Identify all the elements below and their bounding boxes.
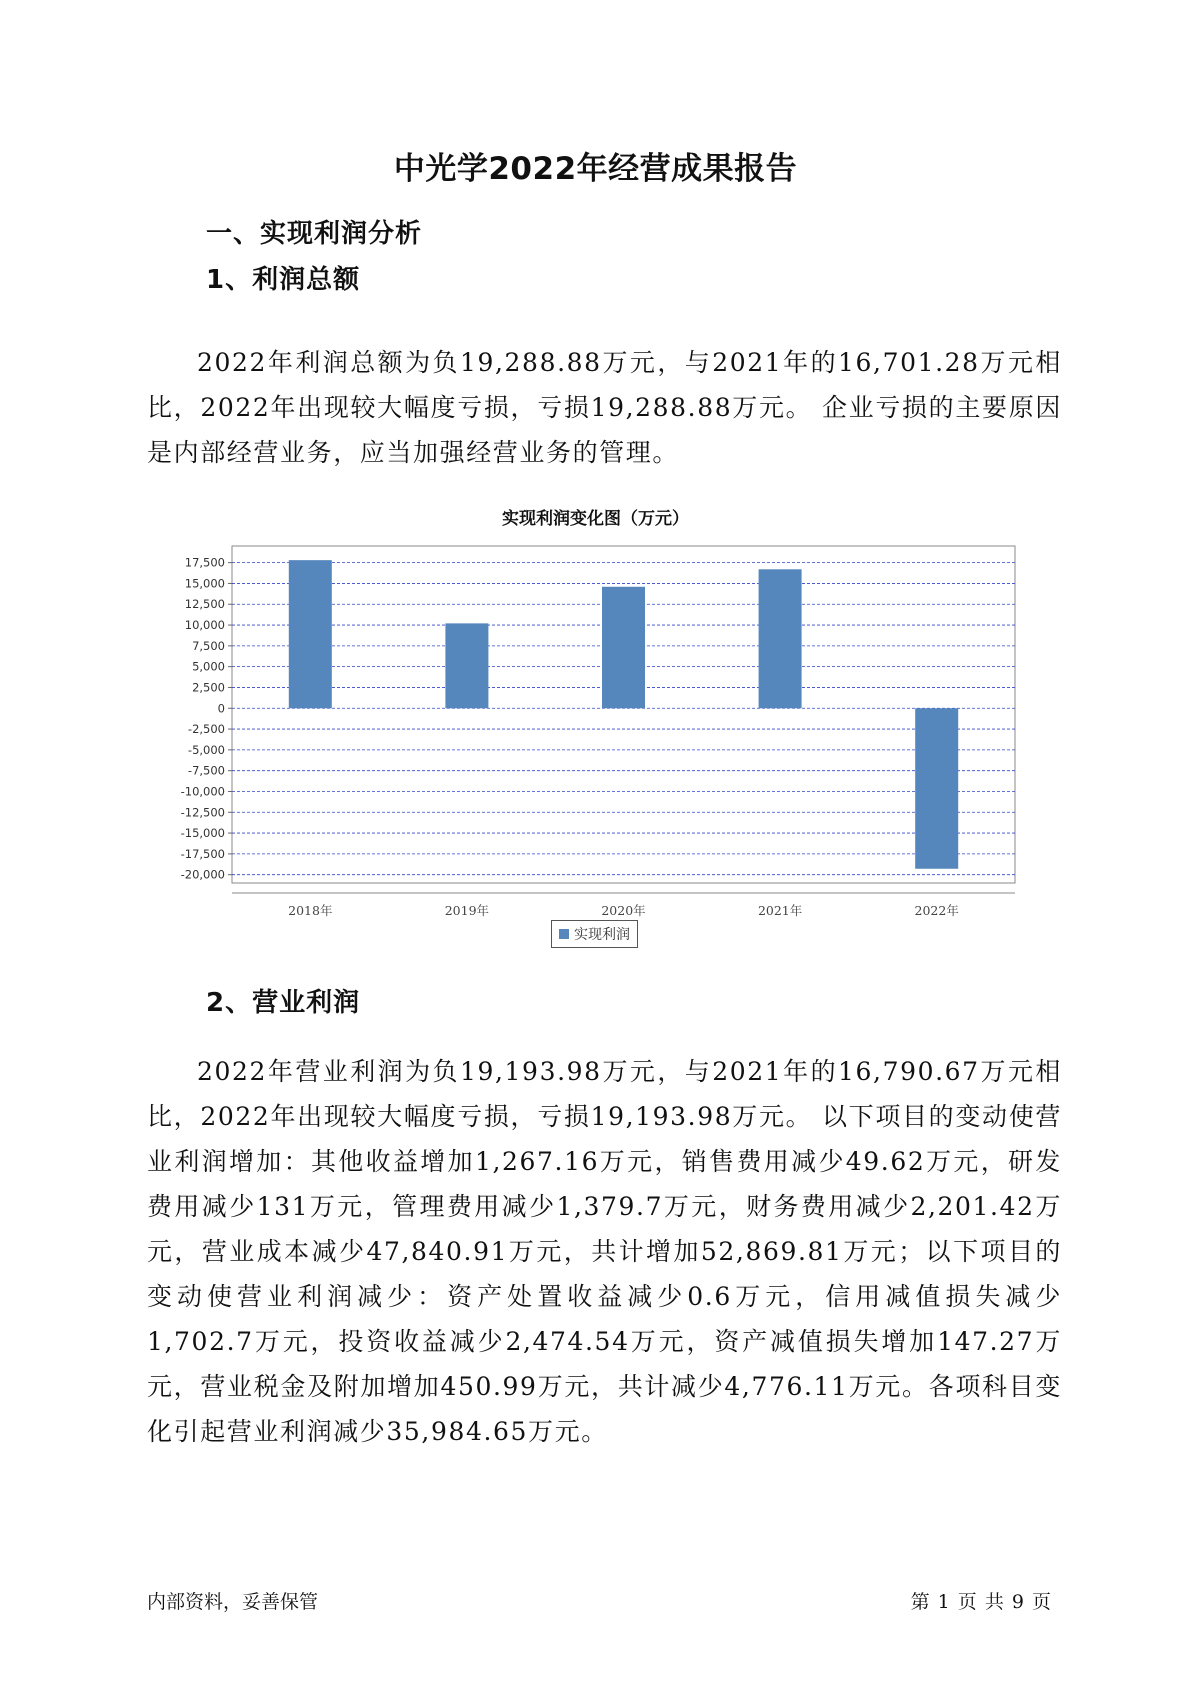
subheading-operating-profit: 2、营业利润 <box>206 988 361 1018</box>
x-tick-label: 2018年 <box>288 903 333 918</box>
y-tick-label: 12,500 <box>184 597 225 612</box>
y-tick-label: -5,000 <box>187 742 225 757</box>
y-tick-label: -10,000 <box>180 784 225 799</box>
bar-2018年 <box>289 560 332 708</box>
operating-profit-paragraph: 2022年营业利润为负19,193.98万元，与2021年的16,790.67万元相比，2022年出现较大幅度亏损，亏损19,193.98万元。 以下项目的变动使营业利润增加：其他收益增加1,267.16万元，销售费用减少49.62万元，研发费用减少131万元，管理费用减少1,379.7万元，财务费用减少2,201.42万元，营业成本减少47,840.91万元，共计增加52,869.81万元；以下项目的变动使营业利润减少：资产处置收益减少0.6万元，信用减值损失减少1,702.7万元，投资收益减少2,474.54万元，资产减值损失增加147.27万元，营业税金及附加增加450.99万元，共计减少4,776.11万元。各项科目变化引起营业利润减少35,984.65万元。 <box>147 1057 1062 1446</box>
bar-2019年 <box>445 623 488 708</box>
bar-2022年 <box>915 708 958 869</box>
legend-swatch <box>559 929 569 939</box>
y-tick-label: -17,500 <box>180 846 225 861</box>
footer-confidential-note: 内部资料，妥善保管 <box>147 1591 319 1613</box>
y-tick-label: 5,000 <box>192 659 225 674</box>
bar-2021年 <box>759 569 802 708</box>
x-tick-label: 2019年 <box>444 903 490 918</box>
x-tick-label: 2022年 <box>914 903 959 918</box>
footer-page-number: 第 1 页 共 9 页 <box>910 1591 1052 1613</box>
section-heading-profit-analysis: 一、实现利润分析 <box>206 219 423 249</box>
subheading-total-profit: 1、利润总额 <box>206 265 361 295</box>
page-title: 中光学2022年经营成果报告 <box>393 151 798 187</box>
y-tick-label: -12,500 <box>180 805 225 820</box>
chart-title: 实现利润变化图（万元） <box>502 509 689 529</box>
y-tick-label: -7,500 <box>187 763 225 778</box>
y-tick-label: -15,000 <box>180 826 225 841</box>
x-tick-label: 2020年 <box>601 903 646 918</box>
y-tick-label: 2,500 <box>192 680 225 695</box>
y-tick-label: 10,000 <box>184 618 225 633</box>
bar-2020年 <box>602 587 645 708</box>
y-tick-label: 17,500 <box>184 555 225 570</box>
y-tick-label: 0 <box>217 701 225 716</box>
profit-bar-chart <box>150 530 1030 930</box>
y-tick-label: -20,000 <box>180 867 225 882</box>
chart-legend <box>551 920 638 948</box>
x-tick-label: 2021年 <box>757 903 803 918</box>
y-tick-label: 7,500 <box>192 638 225 653</box>
y-tick-label: 15,000 <box>184 576 225 591</box>
total-profit-paragraph: 2022年利润总额为负19,288.88万元，与2021年的16,701.28万元相比，2022年出现较大幅度亏损，亏损19,288.88万元。 企业亏损的主要原因是内部经营业务，应当加强经营业务的管理。 <box>147 348 1062 467</box>
legend-label: 实现利润 <box>574 927 630 943</box>
y-tick-label: -2,500 <box>187 722 225 737</box>
